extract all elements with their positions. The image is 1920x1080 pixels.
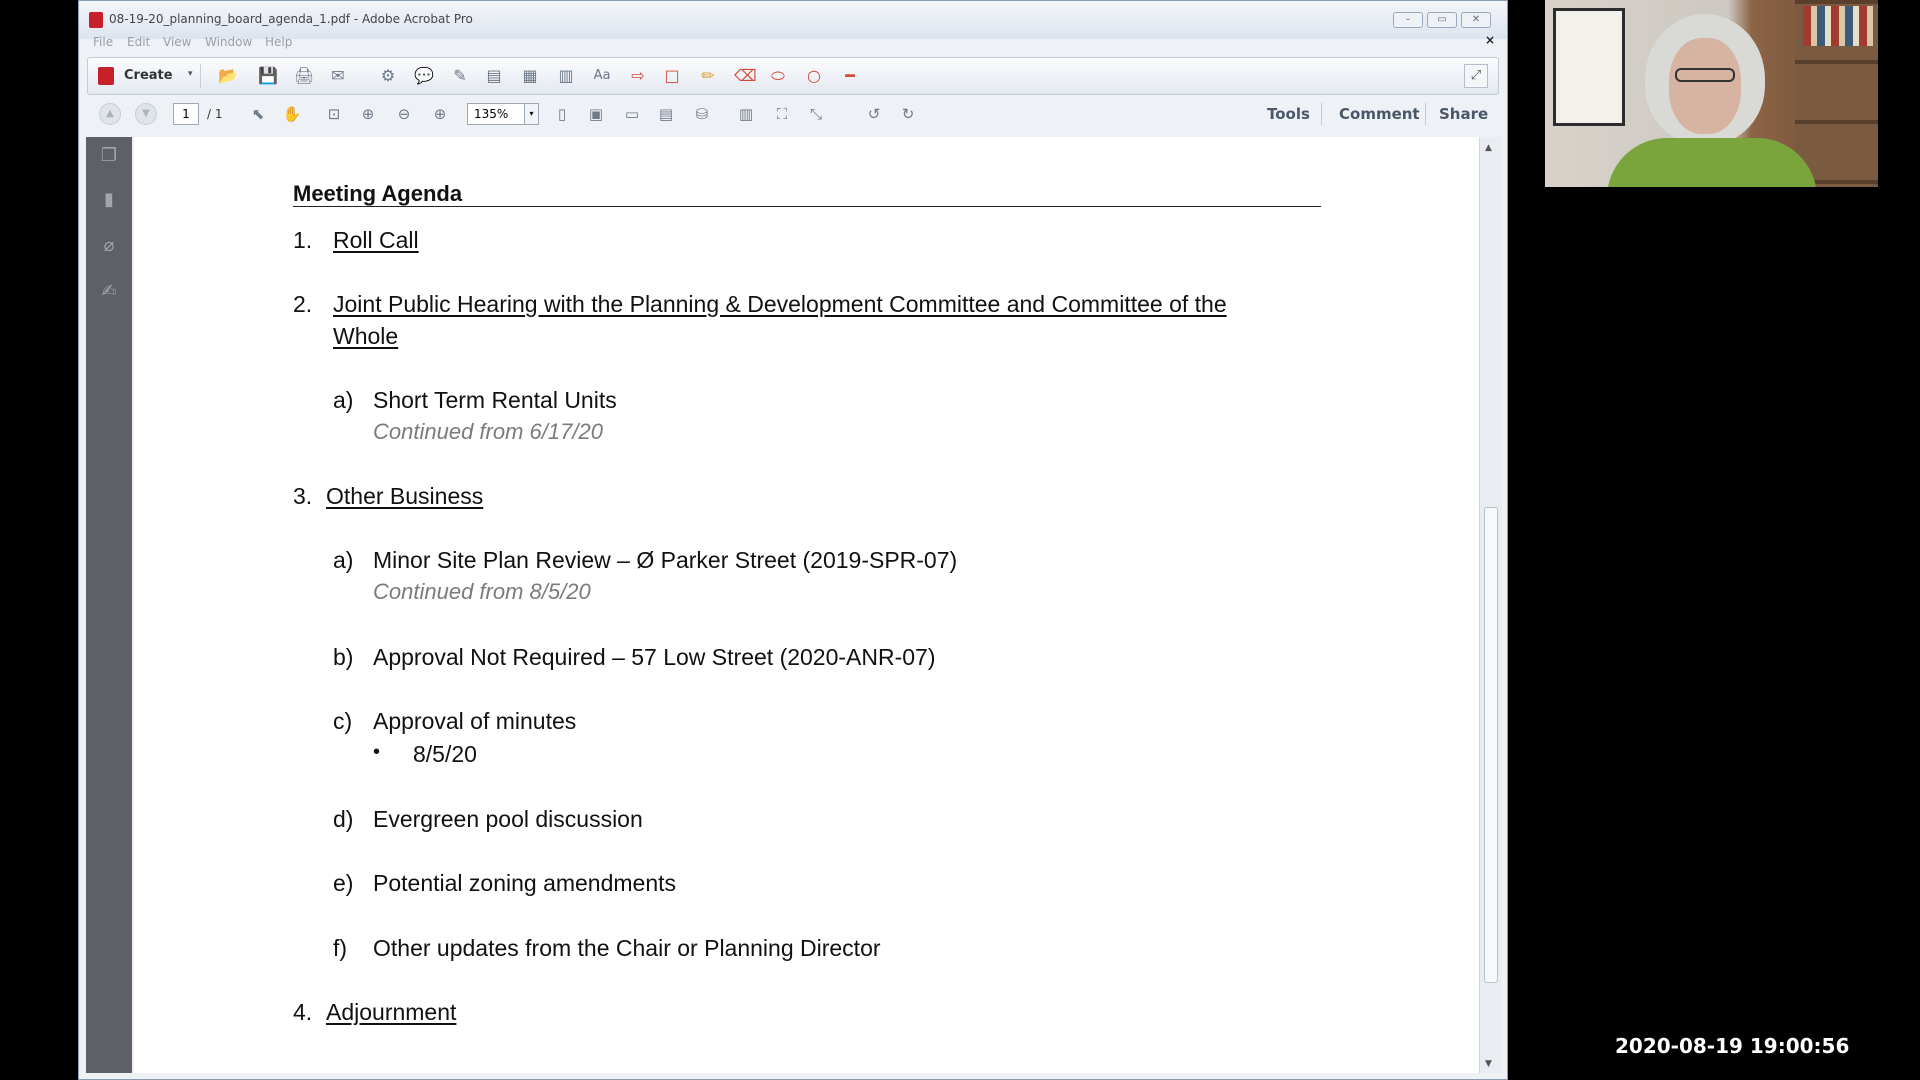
sub-item-letter: f) [333,935,348,961]
comment-pane-button[interactable]: Comment [1339,105,1420,123]
heading-rule [293,206,1321,207]
page-thumbnails-icon[interactable]: ❐ [100,145,118,166]
sign-icon[interactable]: ✎ [453,66,467,85]
rectangle-icon[interactable]: □ [664,66,680,85]
agenda-item-joint-hearing: Joint Public Hearing with the Planning & Development Committee and Committee of the [333,291,1227,317]
sub-item-short-term-rental: Short Term Rental Units [373,387,617,413]
create-label: Create [124,68,173,83]
pencil-icon[interactable]: ✏ [701,66,715,85]
menu-view[interactable]: View [163,35,192,49]
stamp-icon[interactable]: ⛁ [695,105,709,123]
line-icon[interactable]: ━ [845,66,855,85]
menu-file[interactable]: File [93,35,114,49]
item-number: 3. [293,483,313,509]
agenda-item-joint-hearing-cont: Whole [333,323,399,349]
sub-item-anr: Approval Not Required – 57 Low Street (2020-ANR-07) [373,644,936,670]
eraser-icon[interactable]: ⌫ [734,66,757,85]
menu-bar [79,33,1507,53]
sub-item-letter: c) [333,708,353,734]
minutes-date: 8/5/20 [413,741,477,767]
item-number: 2. [293,291,313,317]
circle-icon[interactable]: ○ [807,66,821,85]
text-edit-icon[interactable]: Aa [593,68,611,83]
fit-page-icon[interactable]: ▣ [588,105,604,123]
page-total: / 1 [207,107,223,121]
glasses [1675,68,1735,82]
previous-page-button[interactable]: ▲ [99,103,121,125]
hand-tool-icon[interactable]: ✋ [282,105,302,123]
sub-item-minutes: Approval of minutes [373,708,577,734]
sub-item-zoning: Potential zoning amendments [373,870,677,896]
share-pane-button[interactable]: Share [1439,105,1489,123]
navigation-toolbar [87,97,1499,131]
expand-icon[interactable]: ⤢ [1464,64,1488,88]
scroll-up-icon[interactable]: ▲ [1485,143,1492,153]
create-button[interactable] [94,64,201,88]
full-screen-icon[interactable]: ⛶ [776,105,788,123]
continued-note: Continued from 6/17/20 [373,419,603,444]
minimize-button[interactable]: – [1393,12,1423,28]
document-close-icon[interactable]: × [1484,33,1495,47]
email-icon[interactable]: ✉ [331,66,345,85]
page-number-input[interactable]: 1 [173,103,199,125]
next-page-button[interactable]: ▼ [135,103,157,125]
dynamic-zoom-icon[interactable]: ⊕ [361,105,375,123]
zoom-in-icon[interactable]: ⊕ [433,105,447,123]
pane-divider [1321,103,1322,125]
save-icon[interactable]: 💾 [258,66,278,85]
bookmarks-icon[interactable]: ▮ [104,189,114,210]
signatures-icon[interactable]: ✍ [101,281,117,302]
attachments-icon[interactable]: ⌀ [103,235,115,256]
main-toolbar [87,57,1499,95]
page-icon[interactable]: ▤ [486,66,502,85]
acrobat-app-icon [89,12,103,28]
open-icon[interactable]: 📂 [218,66,238,85]
export-page-icon[interactable]: ▥ [558,66,574,85]
chevron-down-icon: ▾ [188,69,193,79]
sub-item-other-updates: Other updates from the Chair or Planning Director [373,935,881,961]
arrow-icon[interactable]: ⇨ [631,66,645,85]
menu-edit[interactable]: Edit [127,35,151,49]
tools-pane-button[interactable]: Tools [1267,105,1310,123]
document-view [134,137,1479,1073]
scroll-thumb[interactable] [1484,507,1498,983]
recording-timestamp: 2020-08-19 19:00:56 [1615,1034,1850,1058]
settings-icon[interactable]: ⚙ [380,66,396,85]
rotate-clockwise-icon[interactable]: ↻ [901,105,915,123]
menu-help[interactable]: Help [265,35,293,49]
rotate-counterclockwise-icon[interactable]: ↺ [867,105,881,123]
maximize-button[interactable]: ▭ [1427,12,1457,28]
select-cursor-icon[interactable]: ⬉ [251,105,265,123]
create-pdf-icon [98,67,114,85]
attach-page-icon[interactable]: ▦ [522,66,538,85]
reading-mode-icon[interactable]: ⤡ [809,105,822,123]
page-display-icon[interactable]: ▤ [658,105,674,123]
zoom-dropdown-icon[interactable]: ▾ [525,103,539,125]
acrobat-window [78,0,1508,1080]
vertical-scrollbar[interactable] [1479,137,1502,1073]
oval-icon[interactable]: ⬭ [771,66,785,85]
agenda-item-other-business: Other Business [326,483,484,509]
sub-item-evergreen-pool: Evergreen pool discussion [373,806,643,832]
two-page-icon[interactable]: ▥ [738,105,754,123]
navigation-pane [86,137,132,1073]
bullet-point: • [373,741,381,763]
print-icon[interactable]: 🖨 [294,66,315,85]
agenda-item-adjournment: Adjournment [326,999,457,1025]
close-button[interactable]: ✕ [1461,12,1491,28]
marquee-zoom-icon[interactable]: ⊡ [327,105,341,123]
sub-item-letter: e) [333,870,354,896]
item-number: 4. [293,999,313,1025]
comment-bubble-icon[interactable]: 💬 [414,66,434,85]
sub-item-letter: b) [333,644,354,670]
sub-item-letter: a) [333,547,354,573]
webcam-feed [1545,0,1878,187]
item-number: 1. [293,227,313,253]
pane-divider [1425,103,1426,125]
person-body [1607,138,1817,187]
fit-width-icon[interactable]: ▭ [624,105,640,123]
zoom-level-input[interactable]: 135% [467,103,525,125]
scroll-down-icon[interactable]: ▼ [1485,1059,1492,1069]
books [1803,6,1873,46]
sub-item-letter: d) [333,806,354,832]
sub-item-minor-site-plan: Minor Site Plan Review – Ø Parker Street (2019-SPR-07) [373,547,958,573]
sub-item-letter: a) [333,387,354,413]
zoom-out-icon[interactable]: ⊖ [397,105,411,123]
menu-window[interactable]: Window [205,35,253,49]
actual-size-icon[interactable]: ▯ [557,105,567,123]
person-face [1669,38,1741,134]
continued-note: Continued from 8/5/20 [373,579,591,604]
agenda-item-roll-call: Roll Call [333,227,419,253]
agenda-heading: Meeting Agenda [293,181,463,206]
window-title: 08-19-20_planning_board_agenda_1.pdf - Adobe Acrobat Pro [109,12,473,26]
wall-art [1553,8,1625,126]
